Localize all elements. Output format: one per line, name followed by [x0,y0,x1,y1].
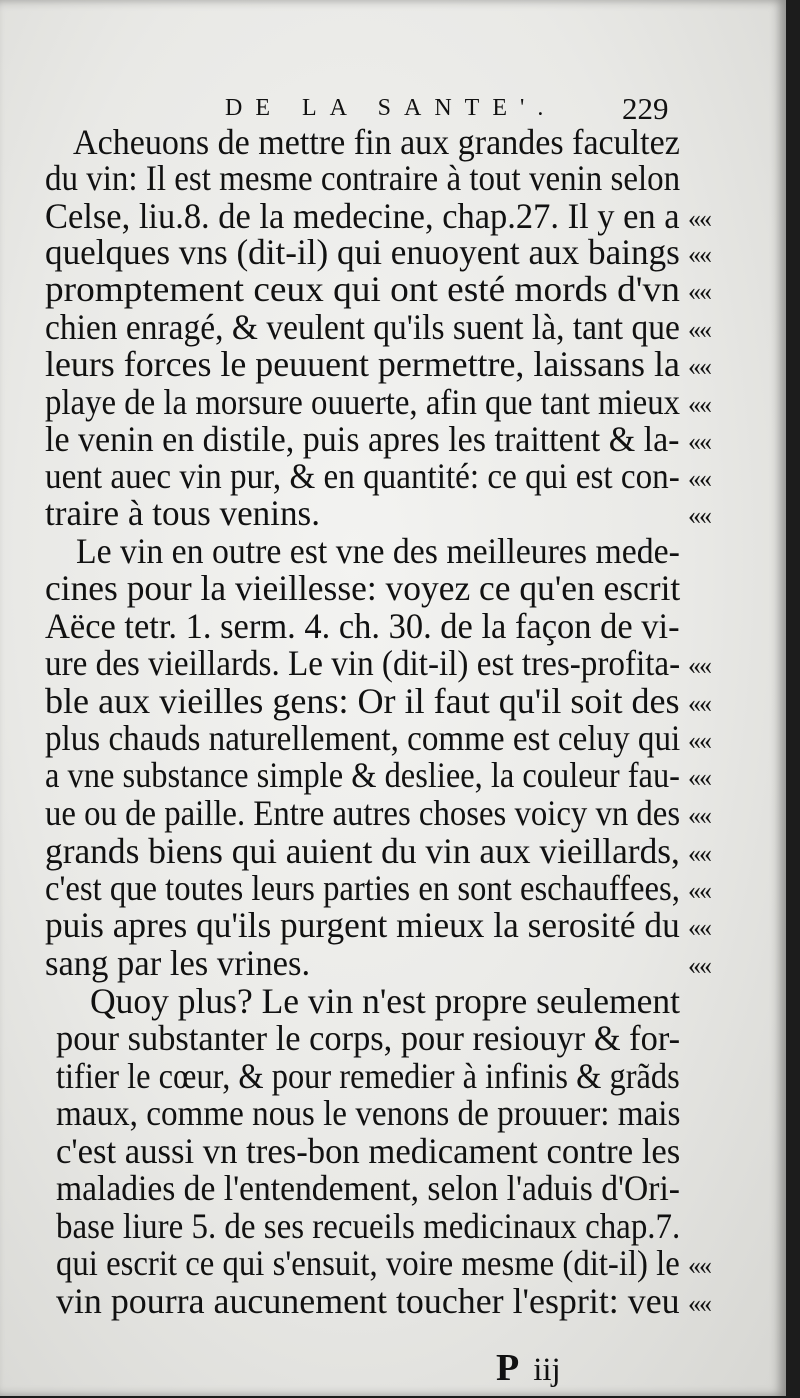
quotation-mark: «« [688,427,710,456]
text-line: sang par les vrines. [45,943,311,983]
text-line: Quoy plus? Le vin n'est propre seulement [90,981,681,1021]
text-line: c'est que toutes leurs parties en sont eschauffees, [45,868,680,908]
text-line: grands biens qui auient du vin aux vieillards, [45,831,680,871]
text-line: cines pour la vieillesse: voyez ce qu'en escrit [45,568,681,608]
text-line: ble aux vieilles gens: Or il faut qu'il soit des [45,681,680,721]
quotation-mark: «« [688,464,710,493]
text-line: qui escrit ce qui s'ensuit, voire mesme (dit-il) le [56,1243,680,1283]
text-line: c'est aussi vn tres-bon medicament contre les [56,1131,681,1171]
text-line: uent auec vin pur, & en quantité: ce qui est con- [45,456,680,496]
running-head: DE LA SANTE'. [225,95,557,121]
text-line: chien enragé, & veulent qu'ils suent là, tant que [45,307,680,347]
quotation-mark: «« [688,689,710,718]
quotation-mark: «« [688,277,710,306]
text-line: leurs forces le peuuent permettre, laissans la [45,344,680,384]
quotation-mark: «« [688,801,710,830]
text-line: ue ou de paille. Entre autres choses voicy vn des [45,793,681,833]
text-line: Acheuons de mettre fin aux grandes facultez [73,122,680,162]
signature-mark [496,1346,561,1390]
quotation-mark: «« [688,352,710,381]
quotation-mark: «« [688,763,710,792]
quotation-mark: «« [688,390,710,419]
signature-number: iij [533,1352,561,1388]
text-line: Celse, liu.8. de la medecine, chap.27. Il y en a [45,196,680,236]
quotation-mark: «« [688,651,710,680]
text-line: pour substanter le corps, pour resiouyr & for- [56,1018,681,1058]
quotation-mark: «« [688,315,710,344]
quotation-mark: «« [688,1289,710,1318]
quotation-mark: «« [688,240,710,269]
text-line: vin pourra aucunement toucher l'esprit: veu [56,1281,680,1321]
text-line: a vne substance simple & desliee, la couleur fau- [45,755,680,795]
page-number: 229 [622,91,669,126]
text-line: plus chauds naturellement, comme est celuy qui [45,718,681,758]
text-line: maux, comme nous le venons de prouuer: mais [56,1093,681,1133]
text-line: playe de la morsure ouuerte, afin que tant mieux [45,382,681,422]
text-line: traire à tous venins. [45,493,321,533]
quotation-mark: «« [688,876,710,905]
quotation-mark: «« [688,204,710,233]
text-line: maladies de l'entendement, selon l'aduis d'Ori- [56,1168,680,1208]
quotation-mark: «« [688,1251,710,1280]
text-line: du vin: Il est mesme contraire à tout venin selon [45,158,681,198]
text-line: tifier le cœur, & pour remedier à infinis & grãds [56,1056,680,1096]
quotation-mark: «« [688,951,710,980]
quotation-mark: «« [688,501,710,530]
text-line: Aëce tetr. 1. serm. 4. ch. 30. de la façon de vi- [45,606,680,646]
quotation-mark: «« [688,726,710,755]
text-line: promptement ceux qui ont esté mords d'vn [45,269,680,309]
quotation-mark: «« [688,913,710,942]
text-line: le venin en distile, puis apres les traittent & la- [45,419,680,459]
signature-letter: P [496,1347,520,1389]
text-line: puis apres qu'ils purgent mieux la serosité du [45,905,680,945]
quotation-mark: «« [688,839,710,868]
text-line: Le vin en outre est vne des meilleures mede- [76,531,680,571]
text-line: ure des vieillards. Le vin (dit-il) est tres-profita- [45,643,681,683]
text-line: quelques vns (dit-il) qui enuoyent aux baings [45,232,680,272]
text-line: base liure 5. de ses recueils medicinaux chap.7. [56,1206,681,1246]
